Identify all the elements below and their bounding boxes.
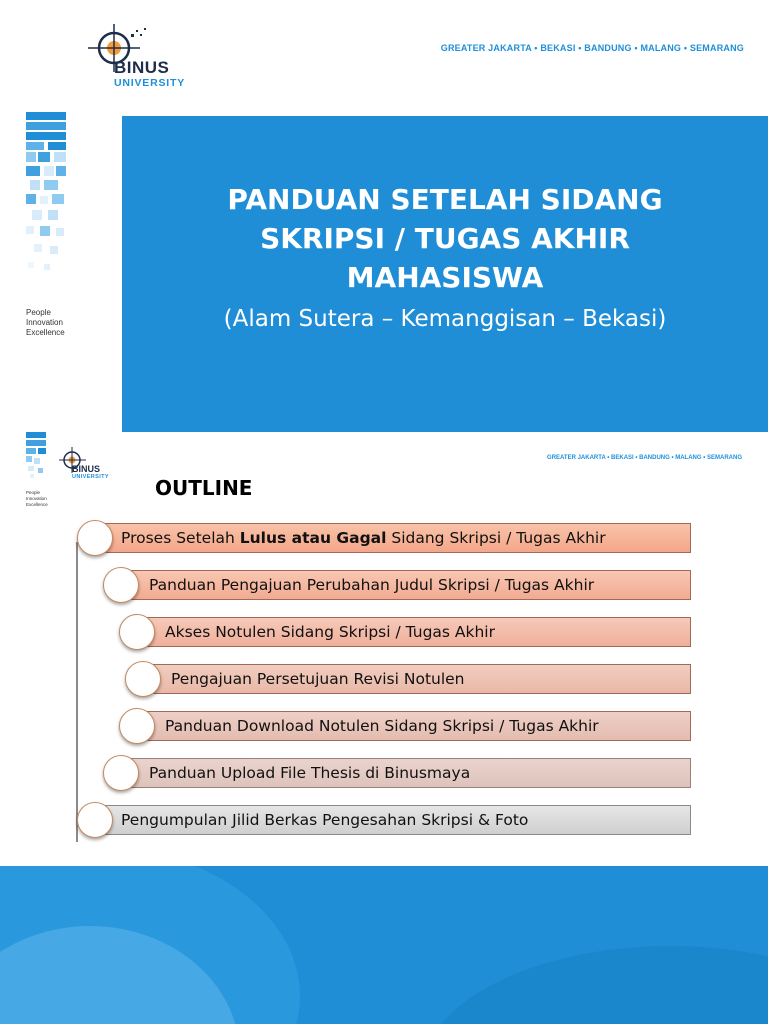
- outline-item-text: Panduan Download Notulen Sidang Skripsi / Tugas Akhir: [165, 717, 599, 735]
- outline-item: [96, 805, 691, 835]
- tagline-line: People: [26, 308, 51, 317]
- logo-brand-text: BINUS: [72, 464, 101, 474]
- slide-title: [122, 180, 768, 297]
- tagline: [26, 490, 48, 508]
- outline-item-text: Pengumpulan Jilid Berkas Pengesahan Skripsi & Foto: [121, 811, 529, 829]
- slide-subtitle: (Alam Sutera – Kemanggisan – Bekasi): [223, 306, 667, 332]
- outline-bullet-circle: [119, 614, 155, 650]
- outline-bullet-circle: [103, 755, 139, 791]
- tagline-line: Excellence: [26, 502, 48, 507]
- outline-item: [122, 758, 691, 788]
- outline-bullet-circle: [125, 661, 161, 697]
- next-slide-background: [0, 866, 768, 1024]
- title-line: PANDUAN SETELAH SIDANG: [227, 183, 663, 216]
- mosaic-pattern: [26, 0, 66, 290]
- tagline-line: Innovation: [26, 496, 47, 501]
- logo-sub-text: UNIVERSITY: [72, 474, 110, 480]
- decorative-pattern-strip: [26, 0, 66, 290]
- campus-cities: GREATER JAKARTA • BEKASI • BANDUNG • MALANG • SEMARANG: [440, 43, 744, 53]
- tagline-line: Innovation: [26, 318, 63, 327]
- binus-logo: [58, 442, 128, 482]
- outline-item-text: Pengajuan Persetujuan Revisi Notulen: [171, 670, 465, 688]
- outline-item-text: Panduan Upload File Thesis di Binusmaya: [149, 764, 471, 782]
- outline-connector: [76, 542, 78, 842]
- title-slide: [0, 0, 768, 432]
- outline-slide: [0, 432, 768, 866]
- logo-sub-text: UNIVERSITY: [114, 77, 186, 89]
- outline-item-text: Akses Notulen Sidang Skripsi / Tugas Akhir: [165, 623, 495, 641]
- outline-item: [138, 711, 691, 741]
- campus-cities: GREATER JAKARTA • BEKASI • BANDUNG • MALANG • SEMARANG: [547, 455, 742, 461]
- title-line: SKRIPSI / TUGAS AKHIR: [260, 222, 630, 255]
- outline-item: [138, 617, 691, 647]
- title-line: MAHASISWA: [346, 261, 544, 294]
- outline-item: [144, 664, 691, 694]
- outline-item: [96, 523, 691, 553]
- tagline-line: Excellence: [26, 328, 65, 337]
- outline-bullet-circle: [119, 708, 155, 744]
- outline-item-text: Sidang Skripsi / Tugas Akhir: [386, 529, 606, 547]
- outline-item-bold-text: Lulus atau Gagal: [239, 529, 387, 547]
- mosaic-pattern: [26, 432, 46, 480]
- tagline-line: People: [26, 490, 41, 495]
- decorative-pattern-strip: [26, 432, 46, 480]
- outline-bullet-circle: [77, 520, 113, 556]
- title-panel: [122, 116, 768, 432]
- outline-bullet-circle: [103, 567, 139, 603]
- tagline: [26, 308, 65, 338]
- logo-brand-text: BINUS: [114, 58, 170, 77]
- outline-bullet-circle: [77, 802, 113, 838]
- outline-item: [122, 570, 691, 600]
- binus-logo: [86, 20, 226, 96]
- background-wave-shape: [420, 946, 768, 1024]
- outline-item-text: Proses Setelah: [121, 529, 240, 547]
- outline-heading: OUTLINE: [155, 476, 253, 500]
- outline-item-text: Panduan Pengajuan Perubahan Judul Skripsi / Tugas Akhir: [149, 576, 595, 594]
